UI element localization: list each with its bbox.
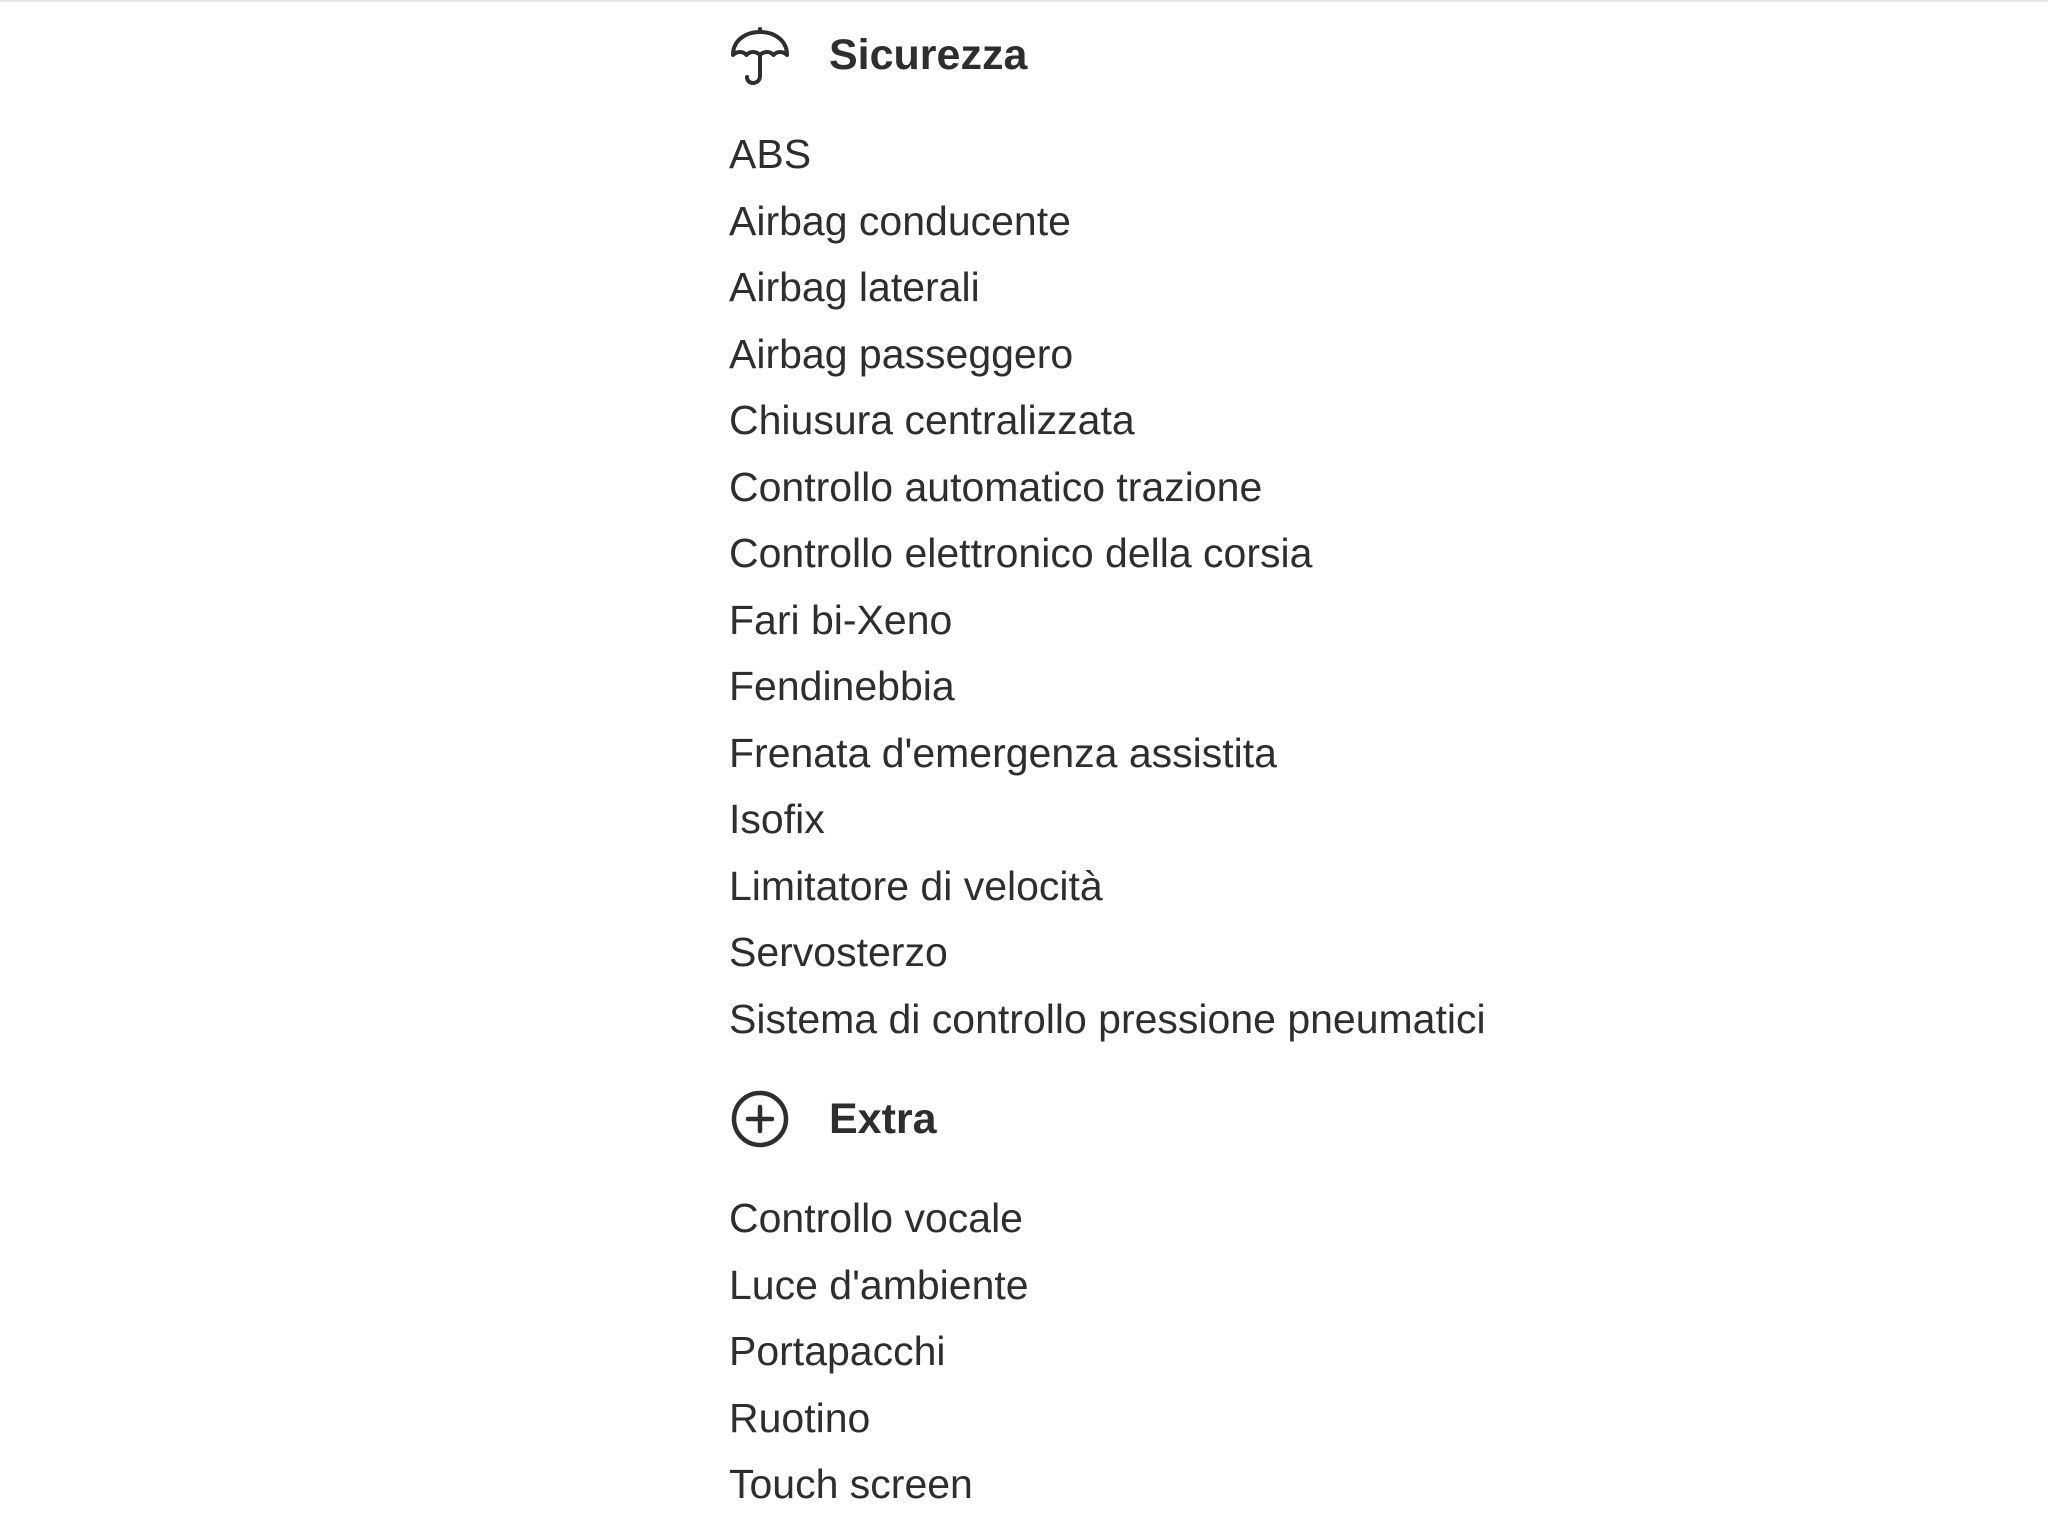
list-item: Controllo elettronico della corsia (729, 530, 1313, 576)
section-title-sicurezza: Sicurezza (829, 31, 1028, 79)
list-item: Chiusura centralizzata (729, 397, 1135, 443)
sicurezza-feature-list (729, 121, 1486, 1052)
top-divider (0, 0, 2048, 2)
umbrella-icon (729, 24, 791, 86)
list-item: Luce d'ambiente (729, 1261, 1029, 1308)
list-item: Servosterzo (729, 929, 948, 975)
list-item: Controllo automatico trazione (729, 463, 1263, 510)
list-item: Ruotino (729, 1394, 871, 1441)
plus-circle-icon (729, 1088, 791, 1150)
list-item: ABS (729, 131, 812, 177)
list-item: Portapacchi (729, 1328, 946, 1374)
section-title-extra: Extra (829, 1095, 937, 1143)
list-item: Airbag passeggero (729, 330, 1074, 377)
list-item: Sistema di controllo pressione pneumatici (729, 995, 1486, 1042)
list-item: Frenata d'emergenza assistita (729, 729, 1277, 776)
list-item: Fendinebbia (729, 663, 955, 709)
list-item: Fari bi-Xeno (729, 596, 953, 643)
list-item: Limitatore di velocità (729, 862, 1103, 909)
list-item: Touch screen (729, 1461, 973, 1507)
list-item: Airbag conducente (729, 197, 1071, 244)
list-item: Isofix (729, 796, 825, 842)
list-item: Controllo vocale (729, 1195, 1023, 1241)
list-item: Airbag laterali (729, 264, 980, 310)
extra-feature-list (729, 1185, 1029, 1518)
